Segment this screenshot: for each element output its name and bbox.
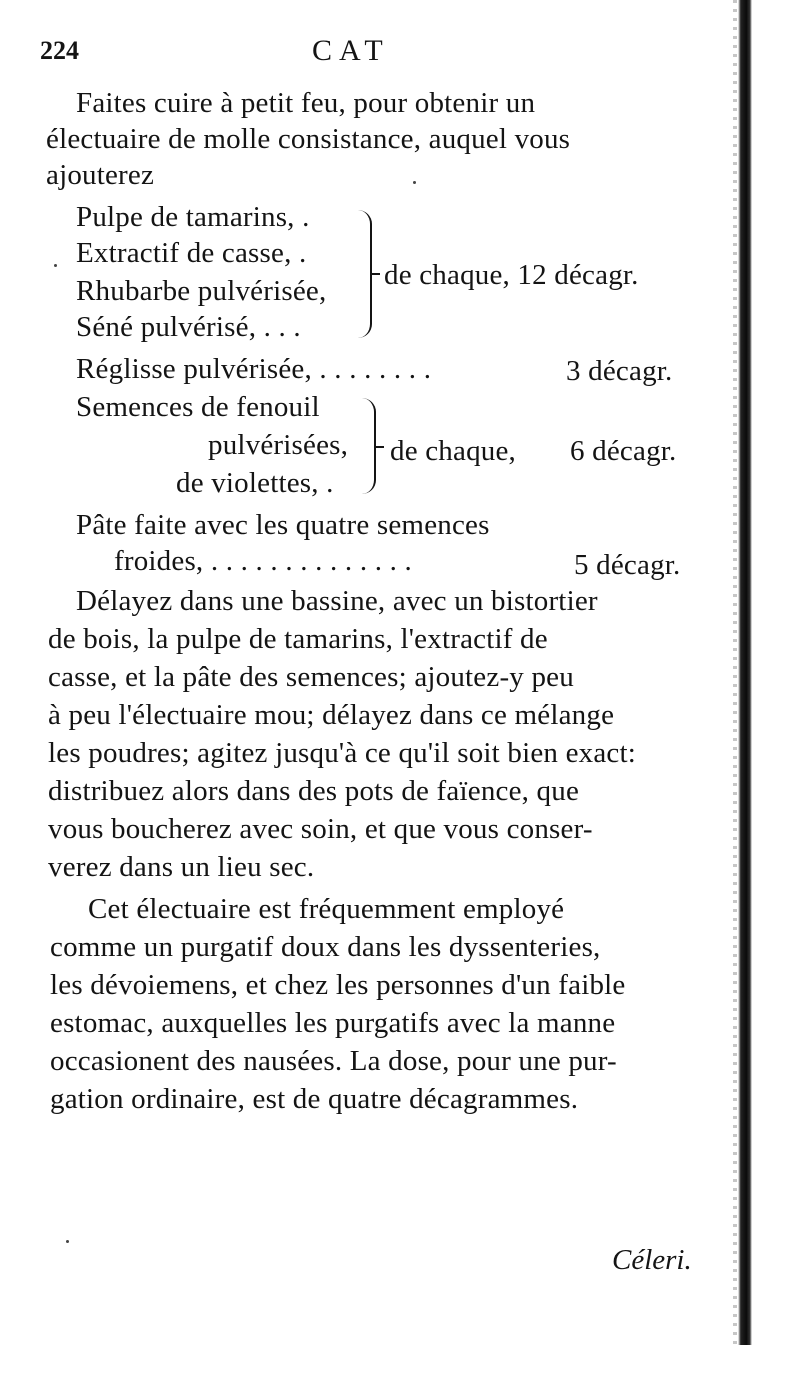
ingredient-line: Pâte faite avec les quatre semences [76,509,490,541]
print-speck [66,1240,69,1243]
body-line: Cet électuaire est fréquemment employé [88,893,565,925]
brace-tip [370,273,380,275]
body-line: à peu l'électuaire mou; délayez dans ce mélange [48,699,615,731]
brace-tip [374,446,384,448]
ingredient-amount: 5 décagr. [574,549,681,581]
ingredient-line: pulvérisées, [208,429,349,461]
print-speck [54,264,57,267]
page-edge-shadow [733,0,737,1345]
ingredient-line: de violettes, . [176,467,334,499]
group2-amount: de chaque, [390,435,516,467]
body-line: Délayez dans une bassine, avec un bistortier [76,585,598,617]
body-line: estomac, auxquelles les purgatifs avec la manne [50,1007,616,1039]
intro-line: ajouterez [46,159,155,191]
ingredient-amount: 3 décagr. [566,355,673,387]
ingredient-line: froides, . . . . . . . . . . . . . . [114,545,412,577]
body-line: vous boucherez avec soin, et que vous conser- [48,813,593,845]
intro-line: électuaire de molle consistance, auquel vous [46,123,571,155]
binding-gutter [738,0,752,1345]
body-line: occasionent des nausées. La dose, pour une pur- [50,1045,617,1077]
group2-quantity: 6 décagr. [570,435,677,467]
body-line: les poudres; agitez jusqu'à ce qu'il soit bien exact: [48,737,636,769]
ingredient-line: Pulpe de tamarins, . [76,201,310,233]
group1-amount: de chaque, 12 décagr. [384,259,639,291]
body-line: les dévoiemens, et chez les personnes d'un faible [50,969,626,1001]
catchword: Céleri. [612,1244,692,1276]
body-line: casse, et la pâte des semences; ajoutez-y peu [48,661,574,693]
ingredient-line: Extractif de casse, . [76,237,307,269]
body-line: verez dans un lieu sec. [48,851,315,883]
running-head: CAT [312,34,390,67]
page-number: 224 [40,36,79,65]
ingredient-line: Séné pulvérisé, . . . [76,311,301,343]
ingredient-line: Réglisse pulvérisée, . . . . . . . . [76,353,432,385]
body-line: de bois, la pulpe de tamarins, l'extractif de [48,623,548,655]
body-line: gation ordinaire, est de quatre décagrammes. [50,1083,579,1115]
print-speck [413,181,416,184]
intro-line: Faites cuire à petit feu, pour obtenir un [76,87,536,119]
body-line: distribuez alors dans des pots de faïence, que [48,775,580,807]
body-line: comme un purgatif doux dans les dyssenteries, [50,931,601,963]
ingredient-line: Rhubarbe pulvérisée, [76,275,327,307]
ingredient-line: Semences de fenouil [76,391,320,423]
